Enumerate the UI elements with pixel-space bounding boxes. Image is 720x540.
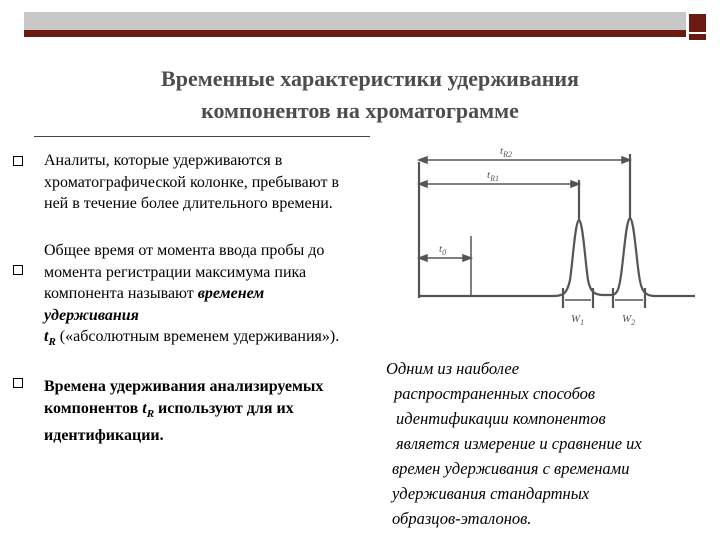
t0-label: $t_0$ — [439, 243, 447, 257]
w2-label: $W_2$ — [622, 313, 636, 327]
divider — [34, 136, 370, 137]
t0-arrow-left — [419, 255, 427, 261]
bullet-square-icon — [13, 378, 23, 388]
note-line-5: времен удерживания с временами — [392, 459, 630, 478]
bullet-2-outro: («абсолютным временем удерживания»). — [55, 328, 340, 345]
note-line-2: распространенных способов — [394, 384, 596, 403]
tr-symbol: $t_R$ — [142, 399, 155, 420]
tr2-label: $t_{R2}$ — [500, 145, 512, 159]
bullet-text-3 — [44, 376, 356, 447]
note-line-4: является измерение и сравнение их — [396, 434, 642, 453]
header-rule — [24, 30, 686, 37]
w1-label: $W_1$ — [571, 313, 585, 327]
note-line-6: удерживания стандартных — [392, 484, 590, 503]
bullet-square-icon — [13, 156, 23, 166]
bullet-text-2 — [44, 240, 356, 354]
note-line-1: Одним из наиболее — [386, 359, 520, 378]
tr1-arrow-left — [419, 181, 427, 187]
chromatogram-diagram — [395, 140, 715, 360]
bullet-text-1: Аналиты, которые удерживаются в хроматографической колонке, пребывают в ней в течение более длительного времени. — [44, 152, 340, 212]
retention-time-term: временем удерживания — [44, 285, 265, 324]
page-title-line-2: компонентов на хроматограмме — [201, 98, 519, 123]
bullet-square-icon — [13, 265, 23, 275]
t0-arrow-right — [463, 255, 471, 261]
tr2-arrow-right — [622, 157, 630, 163]
corner-square — [689, 14, 706, 32]
bullet-3-outro: используют для их идентификации. — [44, 399, 294, 445]
note-line-7: образцов-эталонов. — [392, 509, 532, 528]
tr2-arrow-left — [419, 157, 427, 163]
note-line-3: идентификации компонентов — [396, 409, 606, 428]
bullet-3-intro: Времена удерживания анализируемых компонентов — [44, 378, 324, 417]
tr-symbol: $t_R$ — [44, 328, 56, 349]
tr1-arrow-right — [571, 181, 579, 187]
page-title-line-1: Временные характеристики удерживания — [161, 66, 579, 91]
chromatogram-trace — [419, 218, 695, 296]
identification-note — [376, 356, 716, 531]
tr1-label: $t_{R1}$ — [487, 169, 499, 183]
bullet-2-intro: Общее время от момента ввода пробы до момента регистрации максимума пика компонента называют — [44, 242, 325, 302]
corner-square-bottom — [689, 32, 706, 40]
